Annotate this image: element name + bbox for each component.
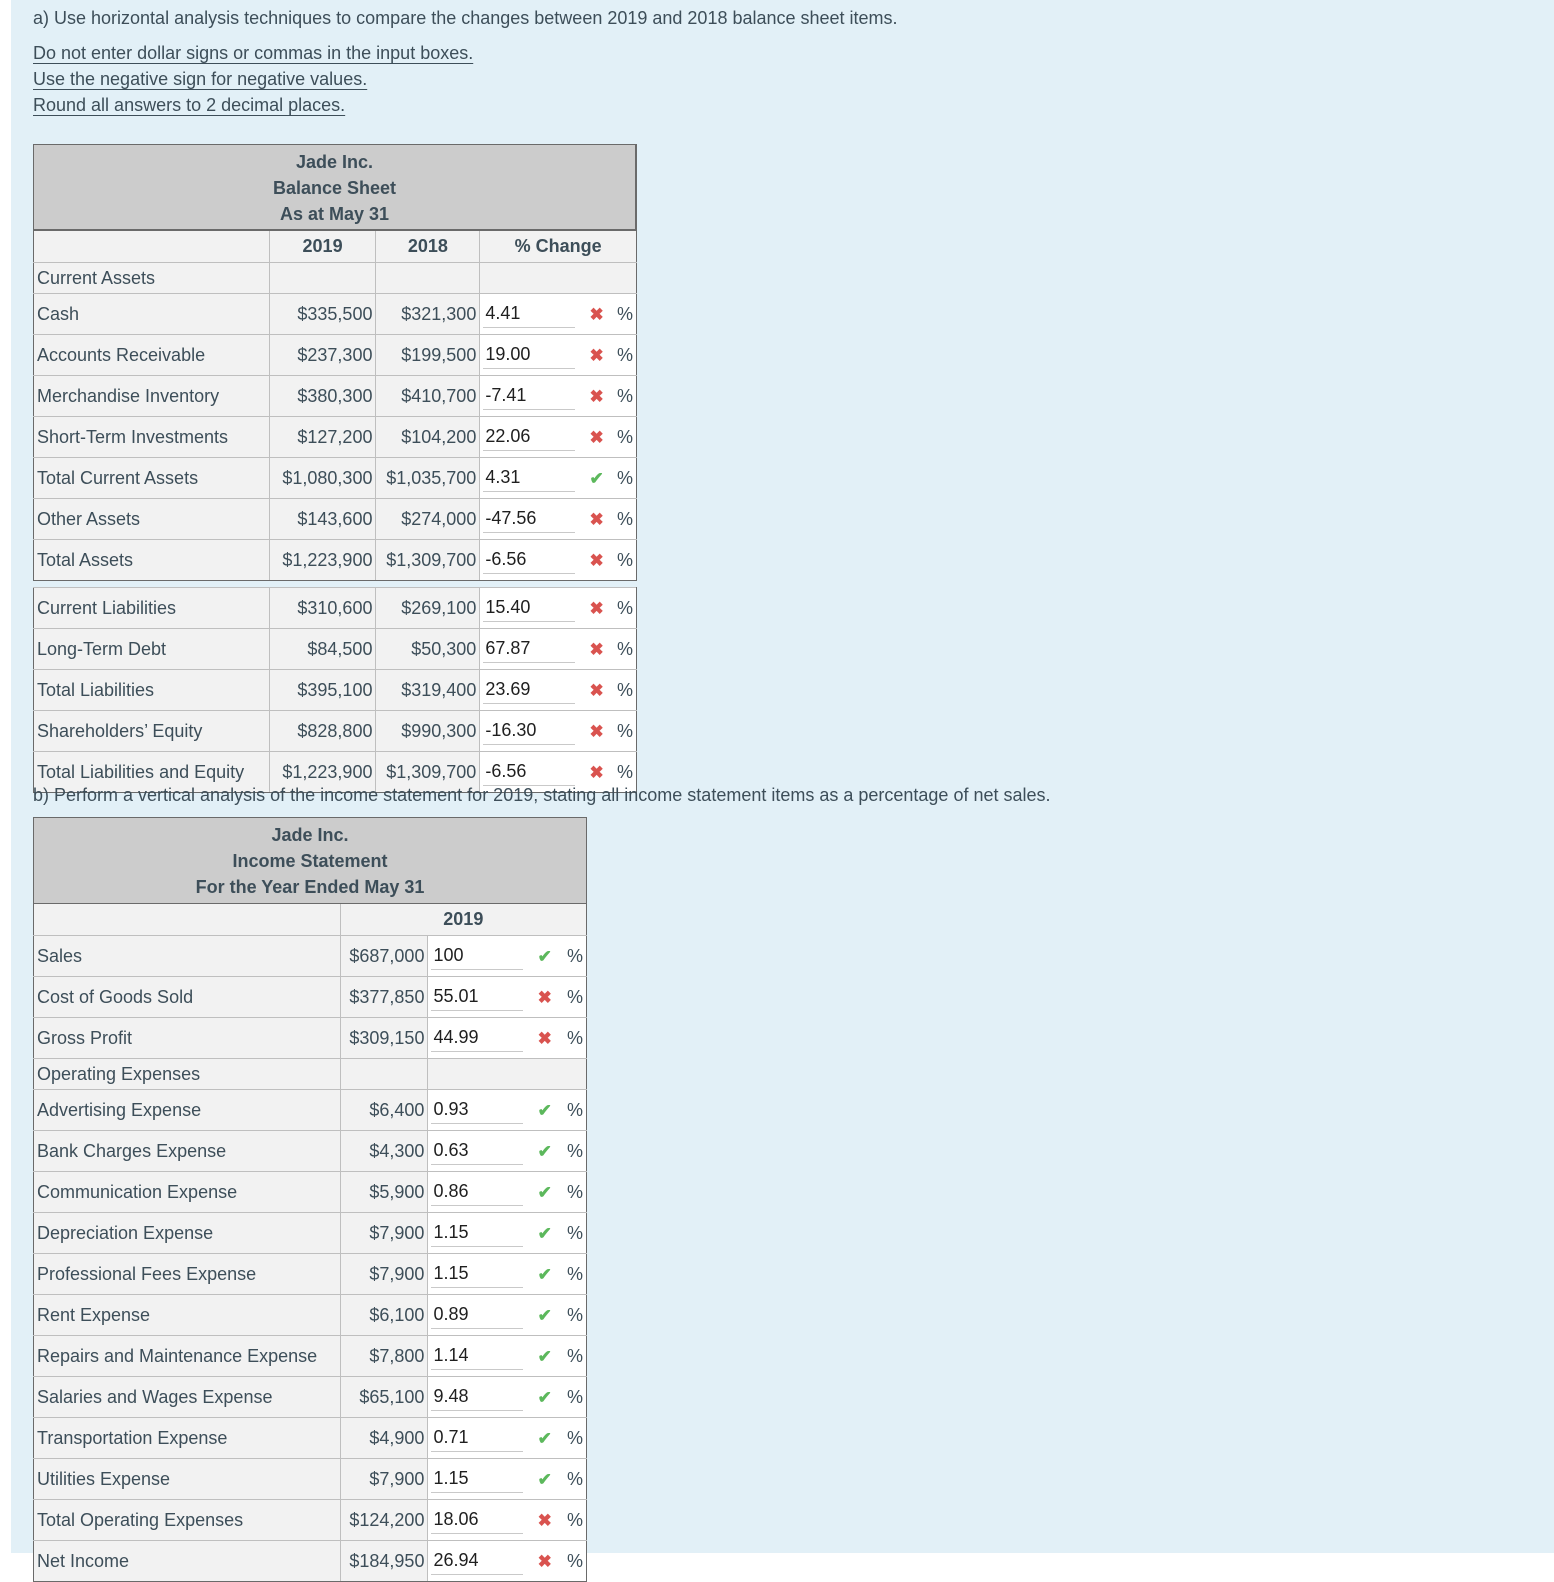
answer-input[interactable]: [483, 423, 575, 451]
table-row: [34, 1172, 587, 1213]
answer-input[interactable]: [483, 635, 575, 663]
part-b-prompt: b) Perform a vertical analysis of the income statement for 2019, stating all income statement items as a percentage of net sales.: [33, 785, 1051, 805]
table-row: [34, 1213, 587, 1254]
bs-company: Jade Inc.: [295, 152, 374, 172]
value-2018: $269,100: [376, 588, 480, 629]
table-row: [34, 1459, 587, 1500]
cross-icon: ✖: [589, 345, 604, 365]
col-2019: 2019: [269, 231, 376, 263]
cross-icon: ✖: [589, 386, 604, 406]
value-2019: $6,400: [340, 1090, 428, 1131]
answer-input[interactable]: [431, 1096, 523, 1124]
value-2018: $274,000: [376, 499, 480, 540]
value-2019: $1,223,900: [269, 540, 376, 581]
percent-sign: %: [611, 711, 637, 752]
cross-icon: ✖: [589, 680, 604, 700]
answer-input[interactable]: [483, 300, 575, 328]
percent-sign: %: [559, 1459, 587, 1500]
row-label: Accounts Receivable: [34, 335, 270, 376]
instruction-negative: Use the negative sign for negative values.: [33, 69, 368, 89]
value-2019: $6,100: [340, 1295, 428, 1336]
cross-icon: ✖: [589, 598, 604, 618]
percent-sign: %: [611, 670, 637, 711]
table-row: [34, 417, 637, 458]
answer-input[interactable]: [483, 505, 575, 533]
table-row: [34, 1090, 587, 1131]
is-company: Jade Inc.: [271, 825, 349, 845]
is-header-row: [34, 904, 587, 936]
instruction-no-dollar: Do not enter dollar signs or commas in the input boxes.: [33, 43, 474, 63]
answer-input[interactable]: [431, 1506, 523, 1534]
section-label: Current Assets: [34, 263, 270, 294]
value-2018: $1,309,700: [376, 752, 480, 793]
value-2018: $990,300: [376, 711, 480, 752]
answer-input[interactable]: [431, 942, 523, 970]
table-row: [34, 458, 637, 499]
table-row: [34, 1018, 587, 1059]
check-icon: ✔: [537, 1305, 552, 1325]
value-2018: $1,309,700: [376, 540, 480, 581]
percent-sign: %: [611, 417, 637, 458]
percent-sign: %: [559, 1295, 587, 1336]
value-2019: $65,100: [340, 1377, 428, 1418]
part-a-prompt: a) Use horizontal analysis techniques to compare the changes between 2019 and 2018 balance sheet items.: [33, 8, 898, 28]
table-row: [34, 1541, 587, 1582]
section-label: Operating Expenses: [34, 1059, 341, 1090]
value-2019: $310,600: [269, 588, 376, 629]
check-icon: ✔: [537, 1387, 552, 1407]
value-2019: $7,800: [340, 1336, 428, 1377]
table-row: [34, 936, 587, 977]
answer-input[interactable]: [431, 1424, 523, 1452]
value-2019: $828,800: [269, 711, 376, 752]
table-row: [34, 1254, 587, 1295]
value-2019: $380,300: [269, 376, 376, 417]
value-2018: $410,700: [376, 376, 480, 417]
percent-sign: %: [611, 540, 637, 581]
percent-sign: %: [559, 1541, 587, 1582]
cross-icon: ✖: [537, 1551, 552, 1571]
value-2019: $1,223,900: [269, 752, 376, 793]
row-label: Short-Term Investments: [34, 417, 270, 458]
table-row: [34, 376, 637, 417]
instruction-round: Round all answers to 2 decimal places.: [33, 95, 346, 115]
percent-sign: %: [559, 1254, 587, 1295]
percent-sign: %: [559, 1377, 587, 1418]
check-icon: ✔: [537, 1223, 552, 1243]
table-row: [34, 629, 637, 670]
percent-sign: %: [611, 294, 637, 335]
percent-sign: %: [559, 1500, 587, 1541]
row-gap: [34, 581, 637, 588]
row-label: Long-Term Debt: [34, 629, 270, 670]
answer-input[interactable]: [431, 1219, 523, 1247]
percent-sign: %: [559, 1418, 587, 1459]
row-label: Current Liabilities: [34, 588, 270, 629]
bs-header-row: [34, 231, 637, 263]
table-row: [34, 1377, 587, 1418]
table-row: [34, 1418, 587, 1459]
value-2019: $7,900: [340, 1459, 428, 1500]
percent-sign: %: [559, 936, 587, 977]
income-statement-title: [33, 817, 587, 903]
row-label: Professional Fees Expense: [34, 1254, 341, 1295]
section-current-assets: [34, 263, 637, 294]
value-2018: $50,300: [376, 629, 480, 670]
answer-input[interactable]: [431, 1383, 523, 1411]
is-statement: Income Statement: [232, 851, 388, 871]
value-2019: $1,080,300: [269, 458, 376, 499]
row-label: Net Income: [34, 1541, 341, 1582]
value-2019: $377,850: [340, 977, 428, 1018]
row-label: Other Assets: [34, 499, 270, 540]
value-2019: $124,200: [340, 1500, 428, 1541]
answer-input[interactable]: [483, 594, 575, 622]
answer-input[interactable]: [483, 382, 575, 410]
check-icon: ✔: [589, 468, 604, 488]
row-label: Total Liabilities and Equity: [34, 752, 270, 793]
row-label: Salaries and Wages Expense: [34, 1377, 341, 1418]
row-label: Bank Charges Expense: [34, 1131, 341, 1172]
row-label: Sales: [34, 936, 341, 977]
cross-icon: ✖: [589, 427, 604, 447]
percent-sign: %: [611, 376, 637, 417]
table-row: [34, 977, 587, 1018]
answer-input[interactable]: [483, 546, 575, 574]
cross-icon: ✖: [589, 762, 604, 782]
value-2019: $7,900: [340, 1213, 428, 1254]
answer-input[interactable]: [431, 1547, 523, 1575]
percent-sign: %: [611, 752, 637, 793]
value-2019: $4,900: [340, 1418, 428, 1459]
bs-date: As at May 31: [279, 204, 390, 224]
answer-input[interactable]: [431, 1137, 523, 1165]
percent-sign: %: [611, 499, 637, 540]
table-row: [34, 1336, 587, 1377]
value-2019: $7,900: [340, 1254, 428, 1295]
cross-icon: ✖: [589, 509, 604, 529]
value-2018: $104,200: [376, 417, 480, 458]
answer-input[interactable]: [483, 464, 575, 492]
percent-sign: %: [559, 1018, 587, 1059]
answer-input[interactable]: [483, 341, 575, 369]
percent-sign: %: [559, 1213, 587, 1254]
percent-sign: %: [559, 1172, 587, 1213]
check-icon: ✔: [537, 1141, 552, 1161]
table-row: [34, 1131, 587, 1172]
table-row: [34, 588, 637, 629]
row-label: Total Operating Expenses: [34, 1500, 341, 1541]
value-2018: $321,300: [376, 294, 480, 335]
percent-sign: %: [611, 335, 637, 376]
balance-sheet-title: [33, 144, 637, 230]
value-2018: $1,035,700: [376, 458, 480, 499]
row-label: Shareholders’ Equity: [34, 711, 270, 752]
row-label: Gross Profit: [34, 1018, 341, 1059]
cross-icon: ✖: [589, 550, 604, 570]
section-operating-expenses: [34, 1059, 587, 1090]
table-row: [34, 499, 637, 540]
col-2019: 2019: [340, 904, 586, 936]
value-2019: $395,100: [269, 670, 376, 711]
table-row: [34, 335, 637, 376]
row-label: Rent Expense: [34, 1295, 341, 1336]
value-2019: $184,950: [340, 1541, 428, 1582]
check-icon: ✔: [537, 1469, 552, 1489]
value-2019: $309,150: [340, 1018, 428, 1059]
percent-sign: %: [559, 977, 587, 1018]
value-2019: $143,600: [269, 499, 376, 540]
check-icon: ✔: [537, 946, 552, 966]
answer-input[interactable]: [431, 1024, 523, 1052]
answer-input[interactable]: [483, 758, 575, 786]
answer-input[interactable]: [483, 717, 575, 745]
col-change: % Change: [480, 231, 637, 263]
row-label: Total Assets: [34, 540, 270, 581]
row-label: Repairs and Maintenance Expense: [34, 1336, 341, 1377]
percent-sign: %: [559, 1090, 587, 1131]
bs-statement: Balance Sheet: [272, 178, 397, 198]
table-row: [34, 1500, 587, 1541]
row-label: Advertising Expense: [34, 1090, 341, 1131]
answer-input[interactable]: [431, 1342, 523, 1370]
table-row: [34, 1295, 587, 1336]
col-2018: 2018: [376, 231, 480, 263]
answer-input[interactable]: [431, 983, 523, 1011]
cross-icon: ✖: [589, 639, 604, 659]
table-row: [34, 294, 637, 335]
cross-icon: ✖: [537, 987, 552, 1007]
percent-sign: %: [611, 588, 637, 629]
table-row: [34, 540, 637, 581]
check-icon: ✔: [537, 1264, 552, 1284]
answer-input[interactable]: [431, 1465, 523, 1493]
value-2019: $5,900: [340, 1172, 428, 1213]
row-label: Cash: [34, 294, 270, 335]
row-label: Transportation Expense: [34, 1418, 341, 1459]
answer-input[interactable]: [431, 1301, 523, 1329]
value-2018: $199,500: [376, 335, 480, 376]
cross-icon: ✖: [589, 721, 604, 741]
cross-icon: ✖: [537, 1510, 552, 1530]
check-icon: ✔: [537, 1100, 552, 1120]
percent-sign: %: [559, 1336, 587, 1377]
cross-icon: ✖: [589, 304, 604, 324]
cross-icon: ✖: [537, 1028, 552, 1048]
row-label: Merchandise Inventory: [34, 376, 270, 417]
check-icon: ✔: [537, 1346, 552, 1366]
answer-input[interactable]: [483, 676, 575, 704]
value-2019: $84,500: [269, 629, 376, 670]
row-label: Utilities Expense: [34, 1459, 341, 1500]
value-2019: $237,300: [269, 335, 376, 376]
income-statement-table: [33, 903, 587, 1582]
value-2019: $127,200: [269, 417, 376, 458]
row-label: Total Current Assets: [34, 458, 270, 499]
answer-input[interactable]: [431, 1178, 523, 1206]
value-2019: $4,300: [340, 1131, 428, 1172]
percent-sign: %: [611, 458, 637, 499]
row-label: Communication Expense: [34, 1172, 341, 1213]
row-label: Depreciation Expense: [34, 1213, 341, 1254]
check-icon: ✔: [537, 1428, 552, 1448]
row-label: Total Liabilities: [34, 670, 270, 711]
row-label: Cost of Goods Sold: [34, 977, 341, 1018]
balance-sheet-table: [33, 230, 637, 793]
check-icon: ✔: [537, 1182, 552, 1202]
value-2019: $335,500: [269, 294, 376, 335]
value-2019: $687,000: [340, 936, 428, 977]
table-row: [34, 670, 637, 711]
percent-sign: %: [611, 629, 637, 670]
answer-input[interactable]: [431, 1260, 523, 1288]
value-2018: $319,400: [376, 670, 480, 711]
percent-sign: %: [559, 1131, 587, 1172]
table-row: [34, 711, 637, 752]
is-date: For the Year Ended May 31: [195, 877, 425, 897]
